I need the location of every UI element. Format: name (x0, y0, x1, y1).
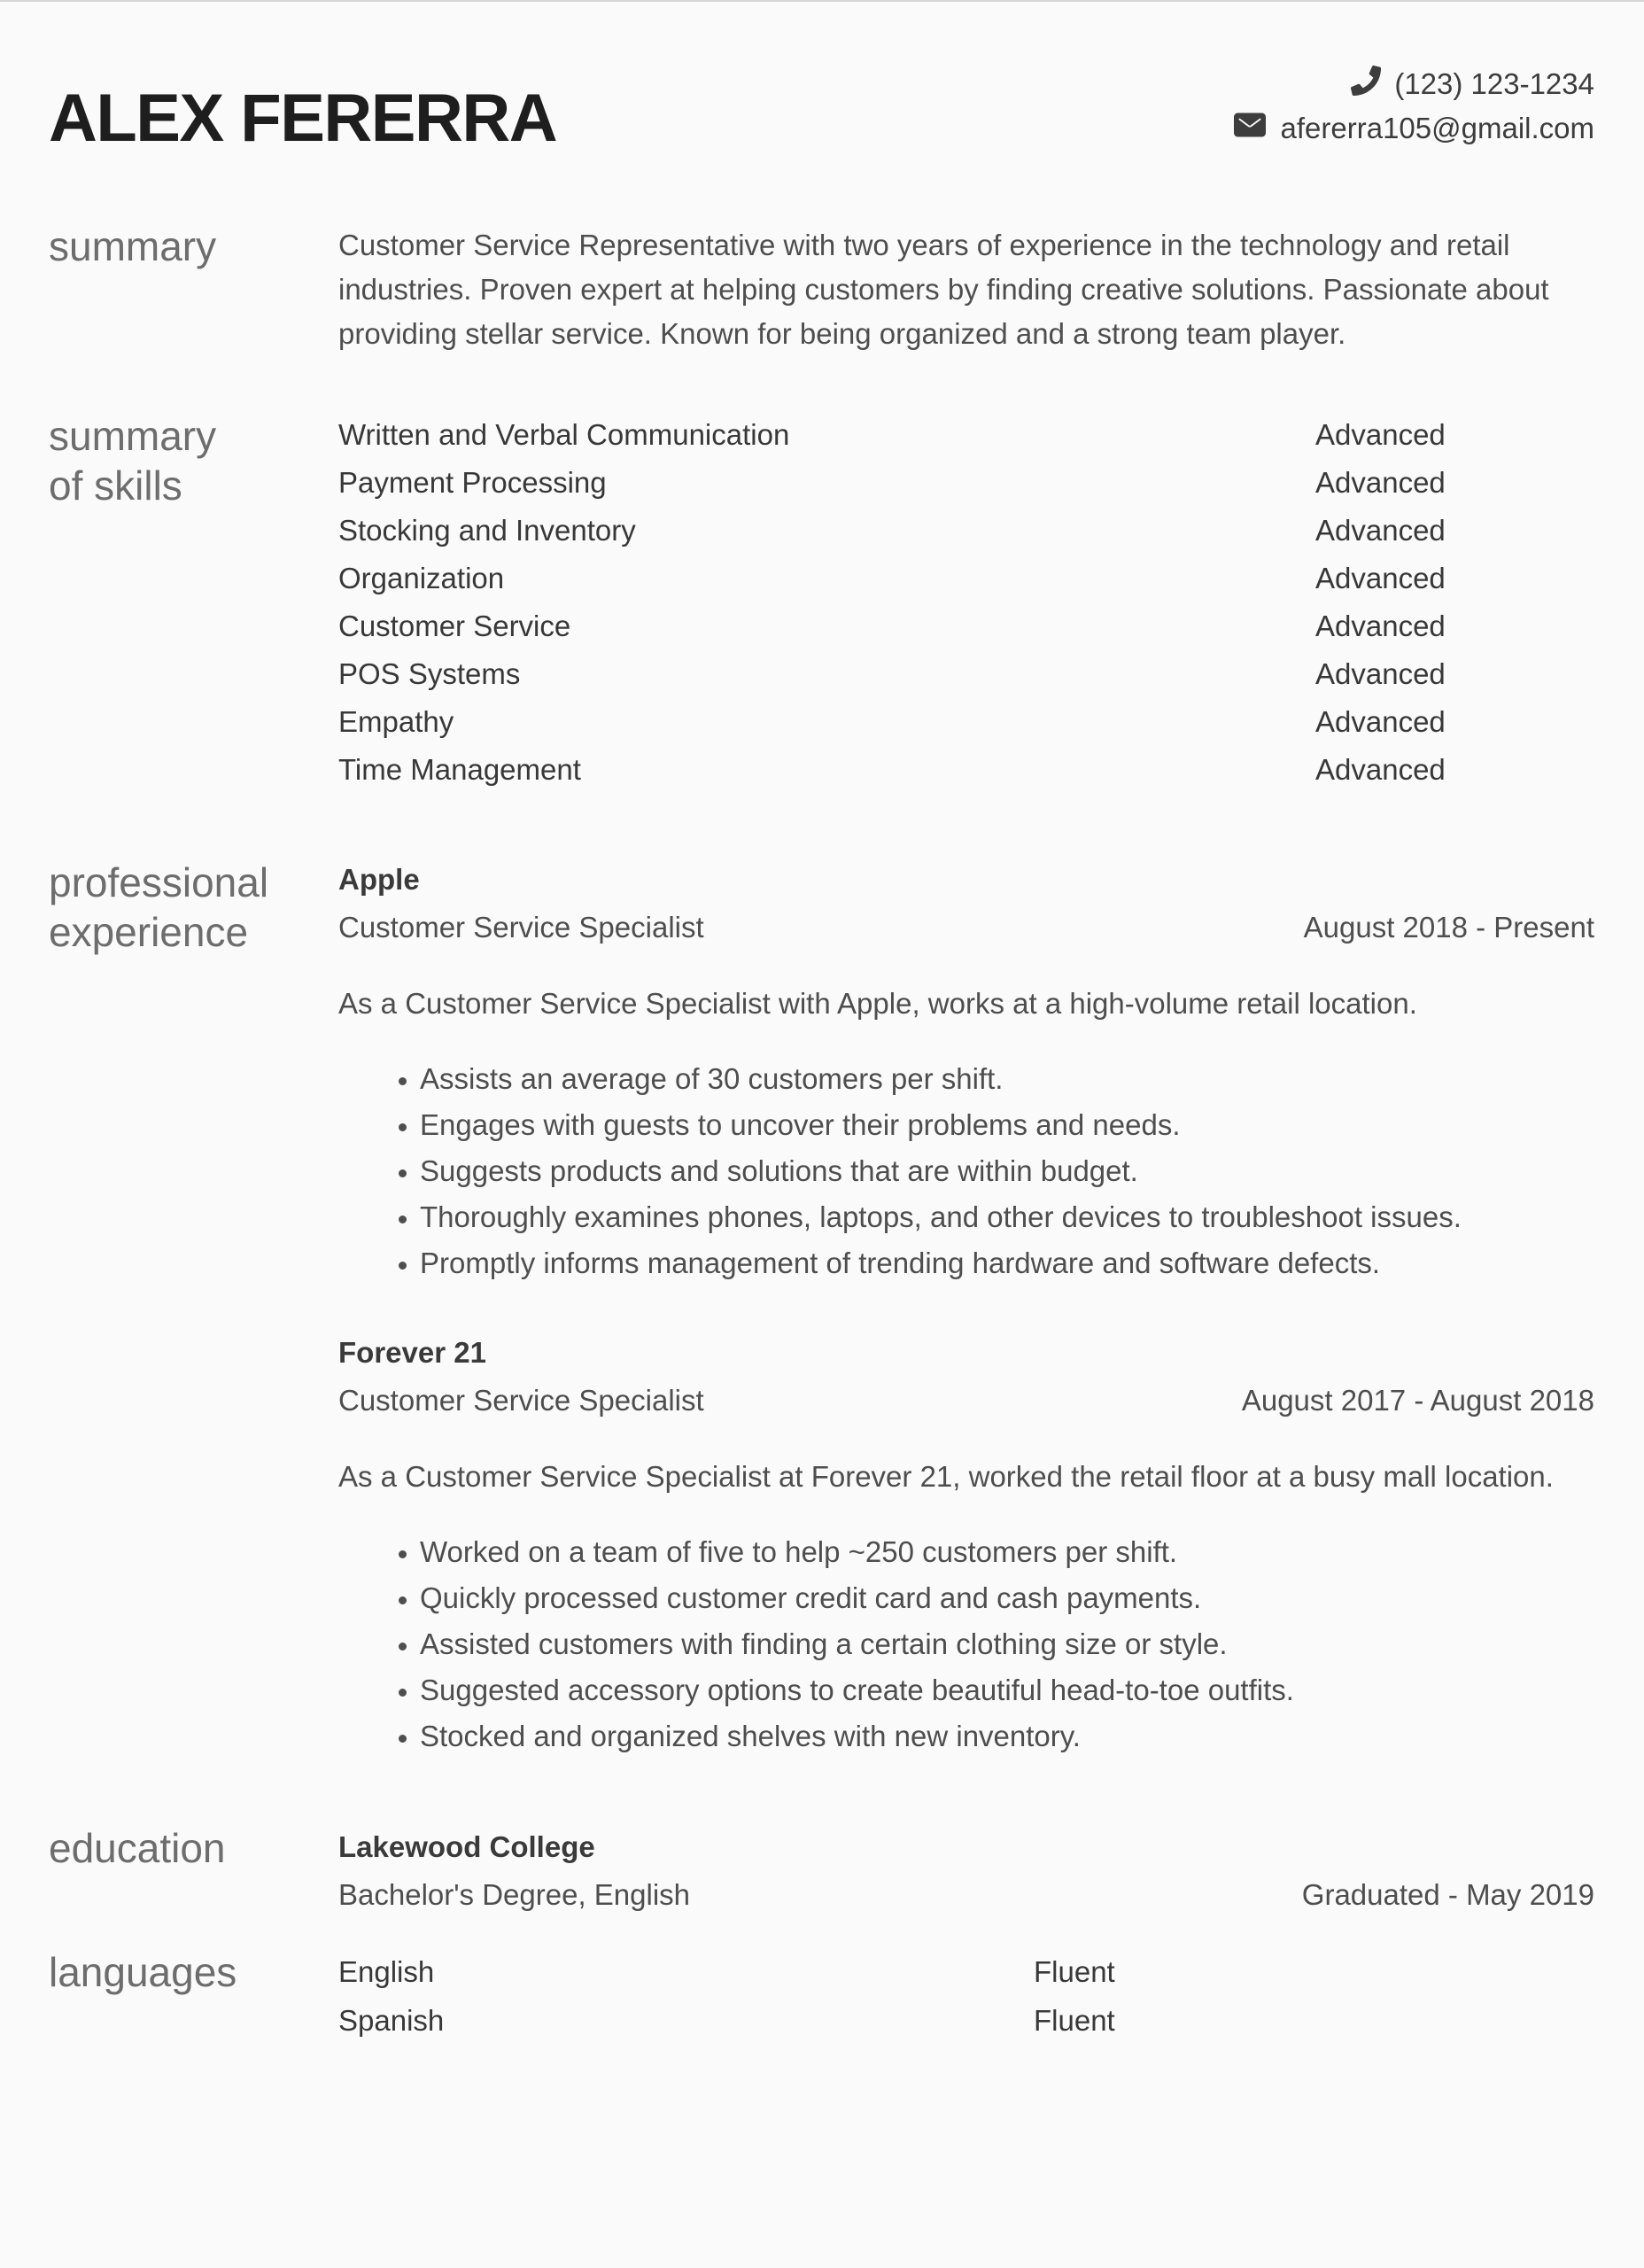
skill-level: Advanced (1315, 656, 1446, 690)
language-level: Fluent (1034, 2003, 1115, 2037)
contact-block (1232, 62, 1594, 151)
language-level: Fluent (1034, 1954, 1115, 1988)
education-section-label: education (49, 1824, 226, 1871)
summary-text: Customer Service Representative with two years of experience in the technology and retail industries. Proven expert at helping customers by finding creative solutions. Passionate about providing stellar service. Known for being organized and a strong team player. (338, 228, 1549, 350)
summary-section (49, 221, 1594, 356)
skill-name: Empathy (338, 704, 454, 738)
languages-section-label: languages (49, 1948, 237, 1995)
job-title: Customer Service Specialist (338, 1383, 704, 1417)
skill-row (338, 650, 1594, 698)
language-row (338, 1947, 1594, 1996)
job-company: Apple (338, 862, 420, 896)
job-intro: As a Customer Service Specialist with Apple, works at a high-volume retail location. (338, 986, 1417, 1020)
skill-level: Advanced (1315, 513, 1446, 547)
skill-level: Advanced (1315, 465, 1446, 499)
job-company: Forever 21 (338, 1335, 486, 1369)
summary-section-label: summary (49, 222, 217, 269)
skill-name: Time Management (338, 752, 581, 786)
phone-number: (123) 123-1234 (1394, 67, 1594, 100)
email-line (1232, 106, 1594, 151)
job-bullet-list (338, 1056, 1594, 1286)
job-entry (338, 1331, 1594, 1759)
language-row (338, 1996, 1594, 2045)
job-dates: August 2017 - August 2018 (1241, 1383, 1594, 1417)
skill-row (338, 698, 1594, 746)
skill-name: Payment Processing (338, 465, 607, 499)
job-bullet: • Worked on a team of five to help ~250 customers per shift. (420, 1529, 1594, 1575)
experience-section (49, 858, 1594, 1759)
skills-section-label: summary of skills (49, 412, 217, 509)
email-address: afererra105@gmail.com (1280, 112, 1594, 144)
skill-row (338, 555, 1594, 602)
job-title: Customer Service Specialist (338, 910, 704, 944)
job-bullet: • Assisted customers with finding a certain clothing size or style. (420, 1621, 1594, 1667)
job-bullet-list (338, 1529, 1594, 1759)
job-title-row (338, 905, 1594, 950)
degree-row (338, 1873, 1594, 1917)
skill-row (338, 411, 1594, 459)
job-bullet: • Assists an average of 30 customers per shift. (420, 1056, 1594, 1102)
skill-name: Organization (338, 561, 505, 594)
header (49, 2, 1594, 154)
school-name: Lakewood College (338, 1829, 595, 1863)
skill-name: Customer Service (338, 609, 571, 642)
skill-level: Advanced (1315, 561, 1446, 594)
email-icon (1232, 109, 1268, 148)
experience-jobs (338, 858, 1594, 1759)
job-bullet: • Engages with guests to uncover their problems and needs. (420, 1102, 1594, 1148)
skill-name: Written and Verbal Communication (338, 417, 790, 451)
job-title-row (338, 1379, 1594, 1423)
language-name: Spanish (338, 2003, 445, 2037)
skill-name: Stocking and Inventory (338, 513, 636, 547)
phone-icon (1351, 66, 1381, 103)
job-bullet: • Suggests products and solutions that are within budget. (420, 1148, 1594, 1194)
person-name: ALEX FERERRA (49, 81, 557, 156)
experience-section-label: professional experience (49, 858, 269, 955)
summary-section-body (338, 221, 1594, 356)
skill-row (338, 746, 1594, 794)
job-entry (338, 858, 1594, 1286)
skill-level: Advanced (1315, 704, 1446, 738)
skill-level: Advanced (1315, 609, 1446, 642)
skills-section (49, 411, 1594, 794)
phone-line (1232, 62, 1594, 106)
job-dates: August 2018 - Present (1303, 910, 1594, 944)
languages-list (338, 1947, 1594, 2045)
skill-row (338, 459, 1594, 507)
job-bullet: • Suggested accessory options to create beautiful head-to-toe outfits. (420, 1667, 1594, 1713)
skill-row (338, 507, 1594, 555)
skill-name: POS Systems (338, 656, 521, 690)
language-name: English (338, 1954, 435, 1988)
education-section (49, 1823, 1594, 1917)
job-bullet: • Quickly processed customer credit card and cash payments. (420, 1575, 1594, 1621)
skill-row (338, 602, 1594, 650)
job-bullet: • Promptly informs management of trending hardware and software defects. (420, 1240, 1594, 1286)
skill-level: Advanced (1315, 417, 1446, 451)
job-bullet: • Thoroughly examines phones, laptops, and other devices to troubleshoot issues. (420, 1194, 1594, 1240)
graduation-date: Graduated - May 2019 (1301, 1877, 1594, 1911)
job-bullet: • Stocked and organized shelves with new inventory. (420, 1713, 1594, 1759)
skill-level: Advanced (1315, 752, 1446, 786)
degree: Bachelor's Degree, English (338, 1877, 691, 1911)
languages-section (49, 1947, 1594, 2045)
education-body (338, 1823, 1594, 1917)
skills-list (338, 411, 1594, 794)
job-intro: As a Customer Service Specialist at Forever 21, worked the retail floor at a busy mall location. (338, 1459, 1554, 1493)
